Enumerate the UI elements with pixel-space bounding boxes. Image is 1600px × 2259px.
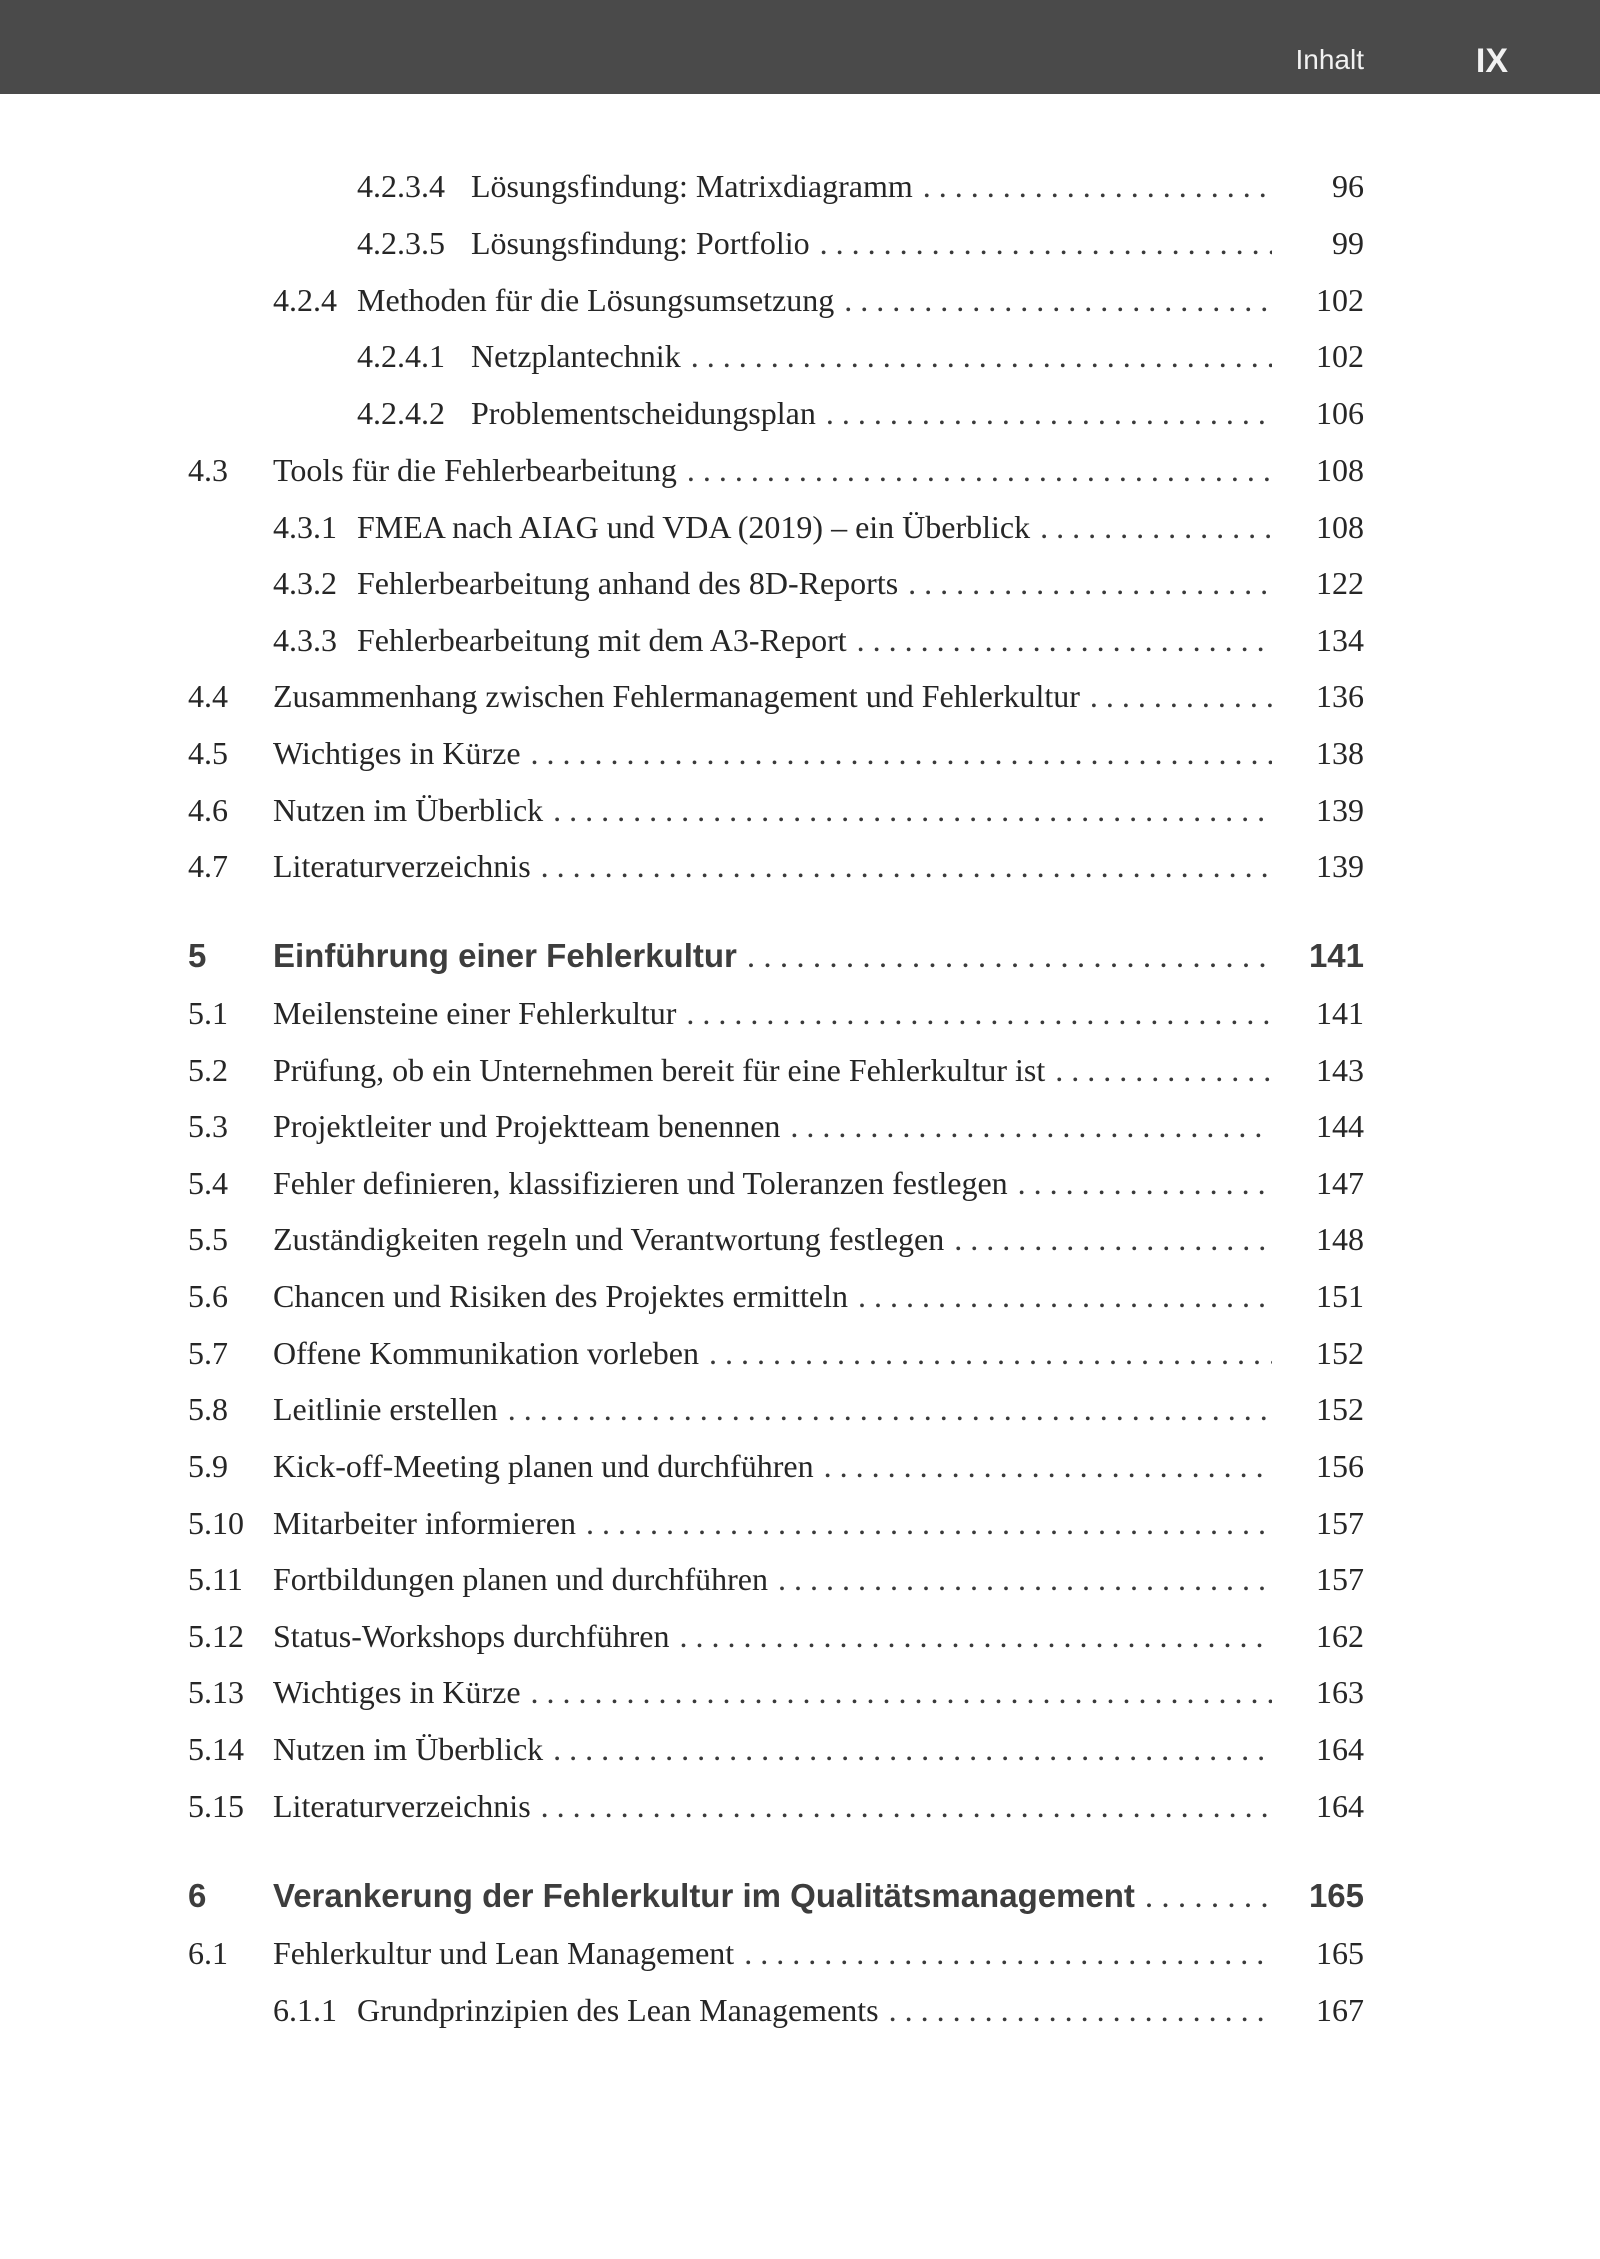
- toc-entry-page: 152: [1316, 1335, 1364, 1371]
- toc-entry-title: Literaturverzeichnis: [273, 1788, 531, 1824]
- toc-entry-page: 138: [1316, 735, 1364, 771]
- toc-entry-title: Nutzen im Überblick: [273, 1731, 544, 1767]
- toc-entry[interactable]: [0, 559, 1600, 607]
- toc-entry-line: [357, 503, 1282, 551]
- running-header-section: Inhalt: [1295, 44, 1364, 75]
- toc-entry-number: 4.6: [188, 792, 228, 828]
- toc-entry-title: Netzplantechnik: [471, 338, 681, 374]
- toc-entry-title: Nutzen im Überblick: [273, 792, 544, 828]
- dot-leader: [744, 1929, 1272, 1977]
- toc-entry-number: 5.3: [188, 1108, 228, 1144]
- toc-entry[interactable]: [0, 1555, 1600, 1603]
- toc-entry-title: Fortbildungen planen und durchführen: [273, 1561, 768, 1597]
- toc-entry-page: 136: [1316, 678, 1364, 714]
- dot-leader: [541, 1782, 1272, 1830]
- toc-entry[interactable]: [0, 446, 1600, 494]
- toc-entry-page: 164: [1316, 1788, 1364, 1824]
- dot-leader: [826, 389, 1272, 437]
- toc-entry-page: 141: [1316, 995, 1364, 1031]
- toc-entry-title: Lösungsfindung: Matrixdiagramm: [471, 168, 913, 204]
- toc-entry-title: Verankerung der Fehlerkultur im Qualitätsmanagement: [273, 1877, 1135, 1914]
- toc-entry-page: 148: [1316, 1221, 1364, 1257]
- dot-leader: [553, 786, 1272, 834]
- toc-entry-line: [273, 1929, 1282, 1977]
- toc-entry-title: Fehlerbearbeitung mit dem A3-Report: [357, 622, 847, 658]
- toc-entry-title: Tools für die Fehlerbearbeitung: [273, 452, 677, 488]
- toc-entry-title: Kick-off-Meeting planen und durchführen: [273, 1448, 814, 1484]
- dot-leader: [1018, 1159, 1272, 1207]
- toc-entry-title: Zuständigkeiten regeln und Verantwortung festlegen: [273, 1221, 945, 1257]
- toc-entry[interactable]: [0, 1442, 1600, 1490]
- toc-entry-number: 5.2: [188, 1052, 228, 1088]
- toc-entry[interactable]: [0, 729, 1600, 777]
- toc-entry-page: 167: [1316, 1992, 1364, 2028]
- toc-entry-number: 4.3.3: [273, 622, 337, 658]
- toc-entry-page: 108: [1316, 452, 1364, 488]
- toc-entry-page: 139: [1316, 792, 1364, 828]
- toc-entry-number: 4.5: [188, 735, 228, 771]
- dot-leader: [858, 1272, 1272, 1320]
- toc-entry-line: [273, 932, 1282, 980]
- toc-entry-line: [273, 989, 1282, 1037]
- dot-leader: [908, 559, 1272, 607]
- dot-leader: [553, 1725, 1272, 1773]
- dot-leader: [691, 332, 1272, 380]
- toc-entry-line: [273, 1499, 1282, 1547]
- toc-entry[interactable]: [0, 616, 1600, 664]
- dot-leader: [820, 219, 1272, 267]
- toc-entry-line: [273, 729, 1282, 777]
- toc-entry-title: Lösungsfindung: Portfolio: [471, 225, 810, 261]
- toc-entry[interactable]: [0, 786, 1600, 834]
- toc-entry-page: 106: [1316, 395, 1364, 431]
- toc-entry-page: 163: [1316, 1674, 1364, 1710]
- toc-entry-number: 4.2.4.2: [357, 395, 445, 431]
- toc-entry-page: 157: [1316, 1561, 1364, 1597]
- dot-leader: [889, 1986, 1272, 2034]
- toc-entry-title: Einführung einer Fehlerkultur: [273, 937, 737, 974]
- toc-entry[interactable]: [0, 1102, 1600, 1150]
- toc-entry-title: Problementscheidungsplan: [471, 395, 816, 431]
- toc-entry[interactable]: [0, 1499, 1600, 1547]
- toc-entry[interactable]: [0, 1215, 1600, 1263]
- dot-leader: [508, 1385, 1272, 1433]
- toc-entry-line: [273, 1442, 1282, 1490]
- toc-entry-number: 4.3: [188, 452, 228, 488]
- toc-entry-page: 165: [1308, 1877, 1364, 1914]
- toc-entry-title: Offene Kommunikation vorleben: [273, 1335, 699, 1371]
- toc-entry-line: [273, 1385, 1282, 1433]
- dot-leader: [1055, 1046, 1272, 1094]
- dot-leader: [747, 933, 1272, 980]
- toc-entry-title: Projektleiter und Projektteam benennen: [273, 1108, 781, 1144]
- toc-entry[interactable]: [0, 162, 1600, 210]
- toc-entry-title: Fehlerkultur und Lean Management: [273, 1935, 735, 1971]
- toc-entry-number: 4.2.4.1: [357, 338, 445, 374]
- toc-entry-number: 4.2.3.5: [357, 225, 445, 261]
- toc-entry-page: 108: [1316, 509, 1364, 545]
- toc-entry[interactable]: [0, 389, 1600, 437]
- toc-entry-line: [357, 559, 1282, 607]
- toc-entry-title: Status-Workshops durchführen: [273, 1618, 670, 1654]
- toc-entry-page: 122: [1316, 565, 1364, 601]
- toc-entry[interactable]: [0, 1668, 1600, 1716]
- toc-entry[interactable]: [0, 1046, 1600, 1094]
- toc-entry-number: 4.3.2: [273, 565, 337, 601]
- toc-entry-number: 5.5: [188, 1221, 228, 1257]
- dot-leader: [586, 1499, 1272, 1547]
- toc-entry-page: 139: [1316, 848, 1364, 884]
- toc-entry-page: 141: [1308, 937, 1364, 974]
- toc-entry-title: Fehlerbearbeitung anhand des 8D-Reports: [357, 565, 899, 601]
- toc-entry-number: 4.7: [188, 848, 228, 884]
- toc-entry-page: 99: [1332, 225, 1364, 261]
- toc-entry[interactable]: [0, 989, 1600, 1037]
- toc-entry-line: [273, 1329, 1282, 1377]
- toc-entry-number: 5.4: [188, 1165, 228, 1201]
- toc-entry-number: 5.7: [188, 1335, 228, 1371]
- dot-leader: [709, 1329, 1272, 1377]
- toc-entry-title: Grundprinzipien des Lean Managements: [357, 1992, 879, 2028]
- dot-leader: [679, 1612, 1272, 1660]
- toc-entry-line: [273, 842, 1282, 890]
- toc-entry-page: 143: [1316, 1052, 1364, 1088]
- toc-entry-title: Leitlinie erstellen: [273, 1391, 498, 1427]
- toc-entry[interactable]: [0, 1782, 1600, 1830]
- toc-entry-line: [471, 219, 1282, 267]
- toc-entry[interactable]: [0, 842, 1600, 890]
- toc-entry[interactable]: [0, 1929, 1600, 1977]
- toc-entry-number: 5.1: [188, 995, 228, 1031]
- running-header: [0, 0, 1600, 94]
- dot-leader: [778, 1555, 1272, 1603]
- dot-leader: [687, 446, 1272, 494]
- toc-entry-page: 134: [1316, 622, 1364, 658]
- toc-entry-number: 4.3.1: [273, 509, 337, 545]
- toc-entry-line: [273, 1272, 1282, 1320]
- toc-entry-line: [273, 1612, 1282, 1660]
- page-number: IX: [1475, 42, 1508, 80]
- toc-entry-page: 147: [1316, 1165, 1364, 1201]
- toc-entry[interactable]: [0, 219, 1600, 267]
- dot-leader: [824, 1442, 1272, 1490]
- toc-entry[interactable]: [0, 1725, 1600, 1773]
- dot-leader: [531, 729, 1272, 777]
- toc-entry-page: 165: [1316, 1935, 1364, 1971]
- toc-entry[interactable]: [0, 1272, 1600, 1320]
- toc-entry-page: 102: [1316, 282, 1364, 318]
- toc-entry-number: 5.8: [188, 1391, 228, 1427]
- toc-entry-title: Zusammenhang zwischen Fehlermanagement und Fehlerkultur: [273, 678, 1080, 714]
- toc-entry[interactable]: [0, 332, 1600, 380]
- toc-entry-line: [357, 276, 1282, 324]
- toc-entry-line: [273, 786, 1282, 834]
- toc-entry-line: [273, 1159, 1282, 1207]
- toc-entry-line: [273, 446, 1282, 494]
- toc-entry-number: 6.1.1: [273, 1992, 337, 2028]
- toc-entry-number: 6: [188, 1877, 207, 1914]
- dot-leader: [531, 1668, 1272, 1716]
- toc-entry[interactable]: [0, 1329, 1600, 1377]
- toc-entry-number: 5.14: [188, 1731, 244, 1767]
- dot-leader: [857, 616, 1272, 664]
- toc-entry-title: Fehler definieren, klassifizieren und Toleranzen festlegen: [273, 1165, 1008, 1201]
- toc-entry-line: [273, 1102, 1282, 1150]
- dot-leader: [686, 989, 1272, 1037]
- toc-entry[interactable]: [0, 276, 1600, 324]
- toc-entry-title: Chancen und Risiken des Projektes ermitteln: [273, 1278, 848, 1314]
- toc-chapter[interactable]: [0, 1872, 1600, 1920]
- toc-entry-number: 6.1: [188, 1935, 228, 1971]
- dot-leader: [541, 842, 1272, 890]
- toc-entry-page: 152: [1316, 1391, 1364, 1427]
- toc-entry-title: FMEA nach AIAG und VDA (2019) – ein Überblick: [357, 509, 1031, 545]
- toc-entry-number: 5.12: [188, 1618, 244, 1654]
- toc-entry-page: 144: [1316, 1108, 1364, 1144]
- dot-leader: [923, 162, 1272, 210]
- toc-entry-page: 157: [1316, 1505, 1364, 1541]
- toc-entry-line: [273, 1046, 1282, 1094]
- toc-entry-line: [273, 672, 1282, 720]
- toc-entry-line: [273, 1872, 1282, 1920]
- toc-entry-title: Meilensteine einer Fehlerkultur: [273, 995, 677, 1031]
- toc-entry-number: 5.15: [188, 1788, 244, 1824]
- dot-leader: [954, 1215, 1272, 1263]
- toc-entry-number: 4.2.3.4: [357, 168, 445, 204]
- dot-leader: [790, 1102, 1272, 1150]
- toc-entry-number: 5.13: [188, 1674, 244, 1710]
- toc-entry-line: [273, 1725, 1282, 1773]
- toc-entry-page: 156: [1316, 1448, 1364, 1484]
- toc-entry-number: 5.10: [188, 1505, 244, 1541]
- toc-entry-number: 4.4: [188, 678, 228, 714]
- toc-entry[interactable]: [0, 1385, 1600, 1433]
- toc-entry-title: Methoden für die Lösungsumsetzung: [357, 282, 835, 318]
- toc-entry-title: Prüfung, ob ein Unternehmen bereit für eine Fehlerkultur ist: [273, 1052, 1046, 1088]
- toc-entry-number: 5.11: [188, 1561, 243, 1597]
- toc-entry-number: 5.9: [188, 1448, 228, 1484]
- toc-entry-line: [357, 616, 1282, 664]
- toc-entry-number: 5.6: [188, 1278, 228, 1314]
- toc-entry-title: Mitarbeiter informieren: [273, 1505, 576, 1541]
- toc-entry-title: Wichtiges in Kürze: [273, 1674, 521, 1710]
- toc-entry-page: 102: [1316, 338, 1364, 374]
- toc-entry-page: 151: [1316, 1278, 1364, 1314]
- toc-entry-line: [273, 1215, 1282, 1263]
- toc-entry-line: [273, 1668, 1282, 1716]
- dot-leader: [1040, 503, 1272, 551]
- toc-entry-page: 164: [1316, 1731, 1364, 1767]
- toc-entry-number: 5: [188, 937, 207, 974]
- dot-leader: [1145, 1873, 1272, 1920]
- toc-entry[interactable]: [0, 1159, 1600, 1207]
- toc-chapter[interactable]: [0, 932, 1600, 980]
- toc-entry-line: [471, 332, 1282, 380]
- toc-entry-line: [471, 389, 1282, 437]
- toc-entry-number: 4.2.4: [273, 282, 337, 318]
- toc-entry-line: [273, 1555, 1282, 1603]
- toc-entry-page: 162: [1316, 1618, 1364, 1654]
- dot-leader: [844, 276, 1272, 324]
- toc-entry[interactable]: [0, 672, 1600, 720]
- toc-entry-line: [357, 1986, 1282, 2034]
- toc-entry[interactable]: [0, 1612, 1600, 1660]
- toc-entry-page: 96: [1332, 168, 1364, 204]
- toc-entry-title: Wichtiges in Kürze: [273, 735, 521, 771]
- dot-leader: [1090, 672, 1272, 720]
- toc-entry[interactable]: [0, 1986, 1600, 2034]
- toc-entry-line: [273, 1782, 1282, 1830]
- toc-entry-line: [471, 162, 1282, 210]
- toc-entry-title: Literaturverzeichnis: [273, 848, 531, 884]
- toc-entry[interactable]: [0, 503, 1600, 551]
